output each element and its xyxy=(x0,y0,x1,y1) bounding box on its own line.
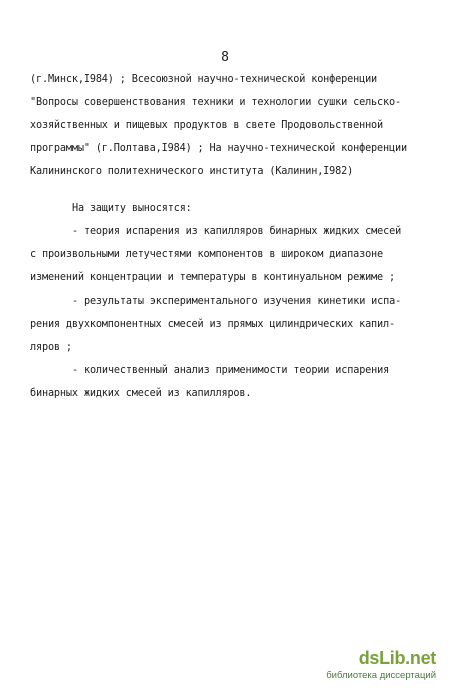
text-line: хозяйственных и пищевых продуктов в свете Продовольственной xyxy=(30,120,384,131)
text-line: Калининского политехнического института (Калинин,I982) xyxy=(30,166,354,177)
text-line: - теория испарения из капилляров бинарных жидких смесей xyxy=(72,226,402,237)
page-number: 8 xyxy=(221,50,229,65)
text-line: программы" (г.Полтава,I984) ; На научно-технической конференции xyxy=(30,143,407,154)
text-line: - количественный анализ применимости теории испарения xyxy=(72,365,390,376)
text-line: бинарных жидких смесей из капилляров. xyxy=(30,388,252,399)
watermark xyxy=(306,648,436,684)
section-heading: На защиту выносятся: xyxy=(72,203,192,214)
watermark-logo: dsLib.net xyxy=(358,648,436,668)
text-line: изменений концентрации и температуры в континуальном режиме ; xyxy=(30,272,395,283)
text-line: "Вопросы совершенствования техники и технологии сушки сельско- xyxy=(30,97,401,108)
text-line: - результаты экспериментального изучения кинетики испа- xyxy=(72,296,402,307)
text-line: ляров ; xyxy=(30,342,72,353)
text-line: рения двухкомпонентных смесей из прямых цилиндрических капил- xyxy=(30,319,395,330)
text-line: с произвольными летучестями компонентов в широком диапазоне xyxy=(30,249,384,260)
watermark-tagline: библиотека диссертаций xyxy=(326,670,436,681)
text-line: (г.Минск,I984) ; Всесоюзной научно-технической конференции xyxy=(30,74,378,85)
